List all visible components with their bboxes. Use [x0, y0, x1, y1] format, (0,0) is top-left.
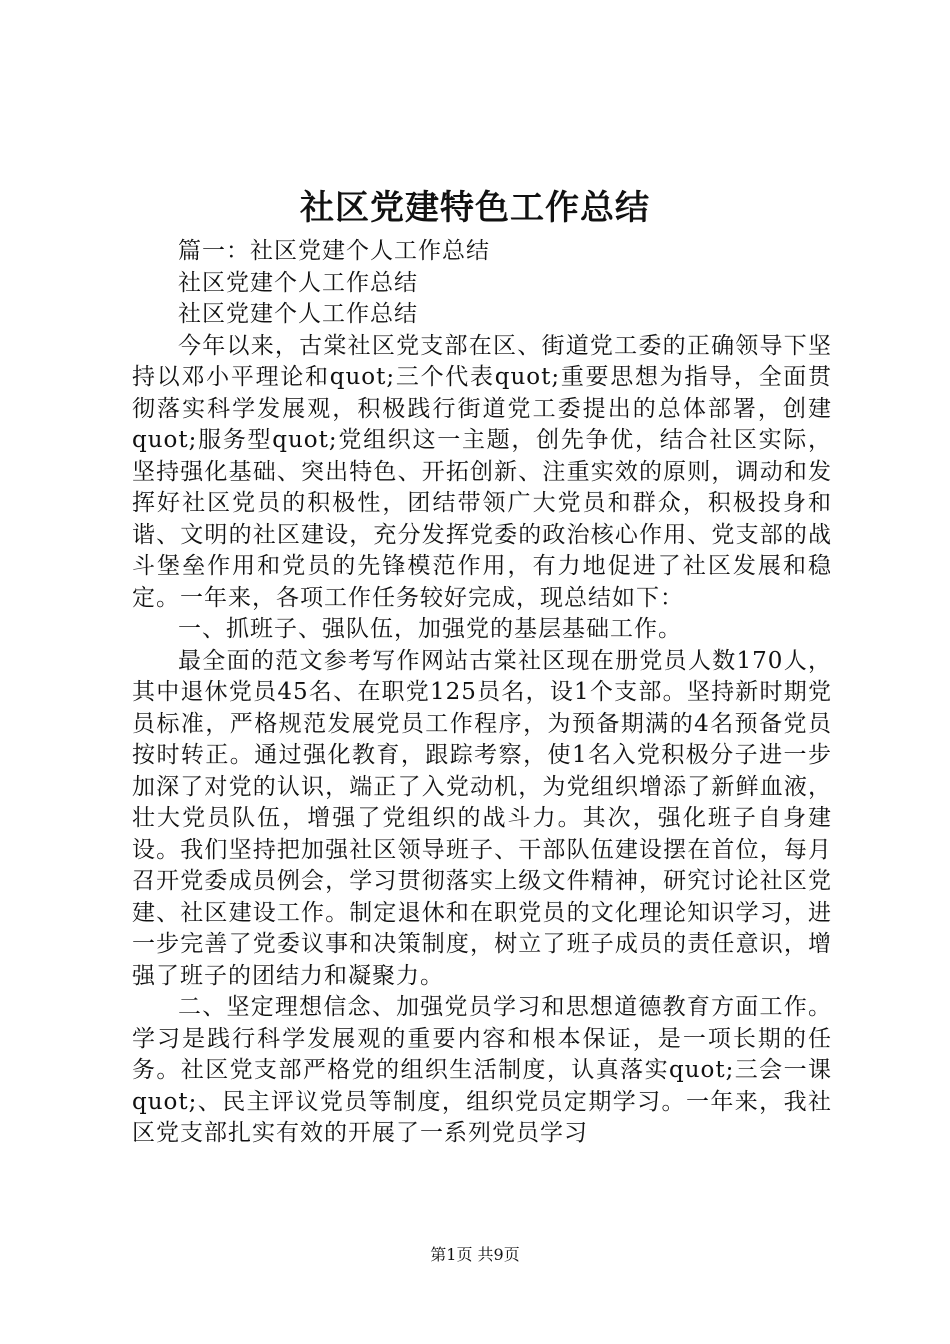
- document-body: [132, 236, 832, 1150]
- paragraph-section-heading: 篇一：社区党建个人工作总结: [178, 238, 490, 264]
- paragraph-part-two: 二、坚定理想信念、加强党员学习和思想道德教育方面工作。学习是践行科学发展观的重要内容和根本保证，是一项长期的任务。社区党支部严格党的组织生活制度，认真落实quot;三会一课quot;、民主评议党员等制度，组织党员定期学习。一年来，我社区党支部扎实有效的开展了一系列党员学习: [132, 994, 832, 1146]
- paragraph-subtitle-repeat: 社区党建个人工作总结: [178, 301, 418, 327]
- paragraph-subtitle: 社区党建个人工作总结: [178, 269, 418, 296]
- page-number-footer: 第1页 共9页: [430, 1245, 520, 1264]
- paragraph-intro: 今年以来，古棠社区党支部在区、街道党工委的正确领导下坚持以邓小平理论和quot;三个代表quot;重要思想为指导，全面贯彻落实科学发展观，积极践行街道党工委提出的总体部署，创建quot;服务型quot;党组织这一主题，创先争优，结合社区实际，坚持强化基础、突出特色、开拓创新、注重实效的原则，调动和发挥好社区党员的积极性，团结带领广大党员和群众，积极投身和谐、文明的社区建设，充分发挥党委的政治核心作用、党支部的战斗堡垒作用和党员的先锋模范作用，有力地促进了社区发展和稳定。一年来，各项工作任务较好完成，现总结如下：: [132, 332, 832, 611]
- paragraph-part-one: 最全面的范文参考写作网站古棠社区现在册党员人数170人，其中退休党员45名、在职党125员名，设1个支部。坚持新时期党员标准，严格规范发展党员工作程序，为预备期满的4名预备党员按时转正。通过强化教育，跟踪考察，使1名入党积极分子进一步加深了对党的认识，端正了入党动机，为党组织增添了新鲜血液，壮大党员队伍，增强了党组织的战斗力。其次，强化班子自身建设。我们坚持把加强社区领导班子、干部队伍建设摆在首位，每月召开党委成员例会，学习贯彻落实上级文件精神，研究讨论社区党建、社区建设工作。制定退休和在职党员的文化理论知识学习，进一步完善了党委议事和决策制度，树立了班子成员的责任意识，增强了班子的团结力和凝聚力。: [132, 647, 832, 989]
- paragraph-heading-one: 一、抓班子、强队伍，加强党的基层基础工作。: [178, 616, 682, 642]
- document-title: 社区党建特色工作总结: [300, 188, 650, 228]
